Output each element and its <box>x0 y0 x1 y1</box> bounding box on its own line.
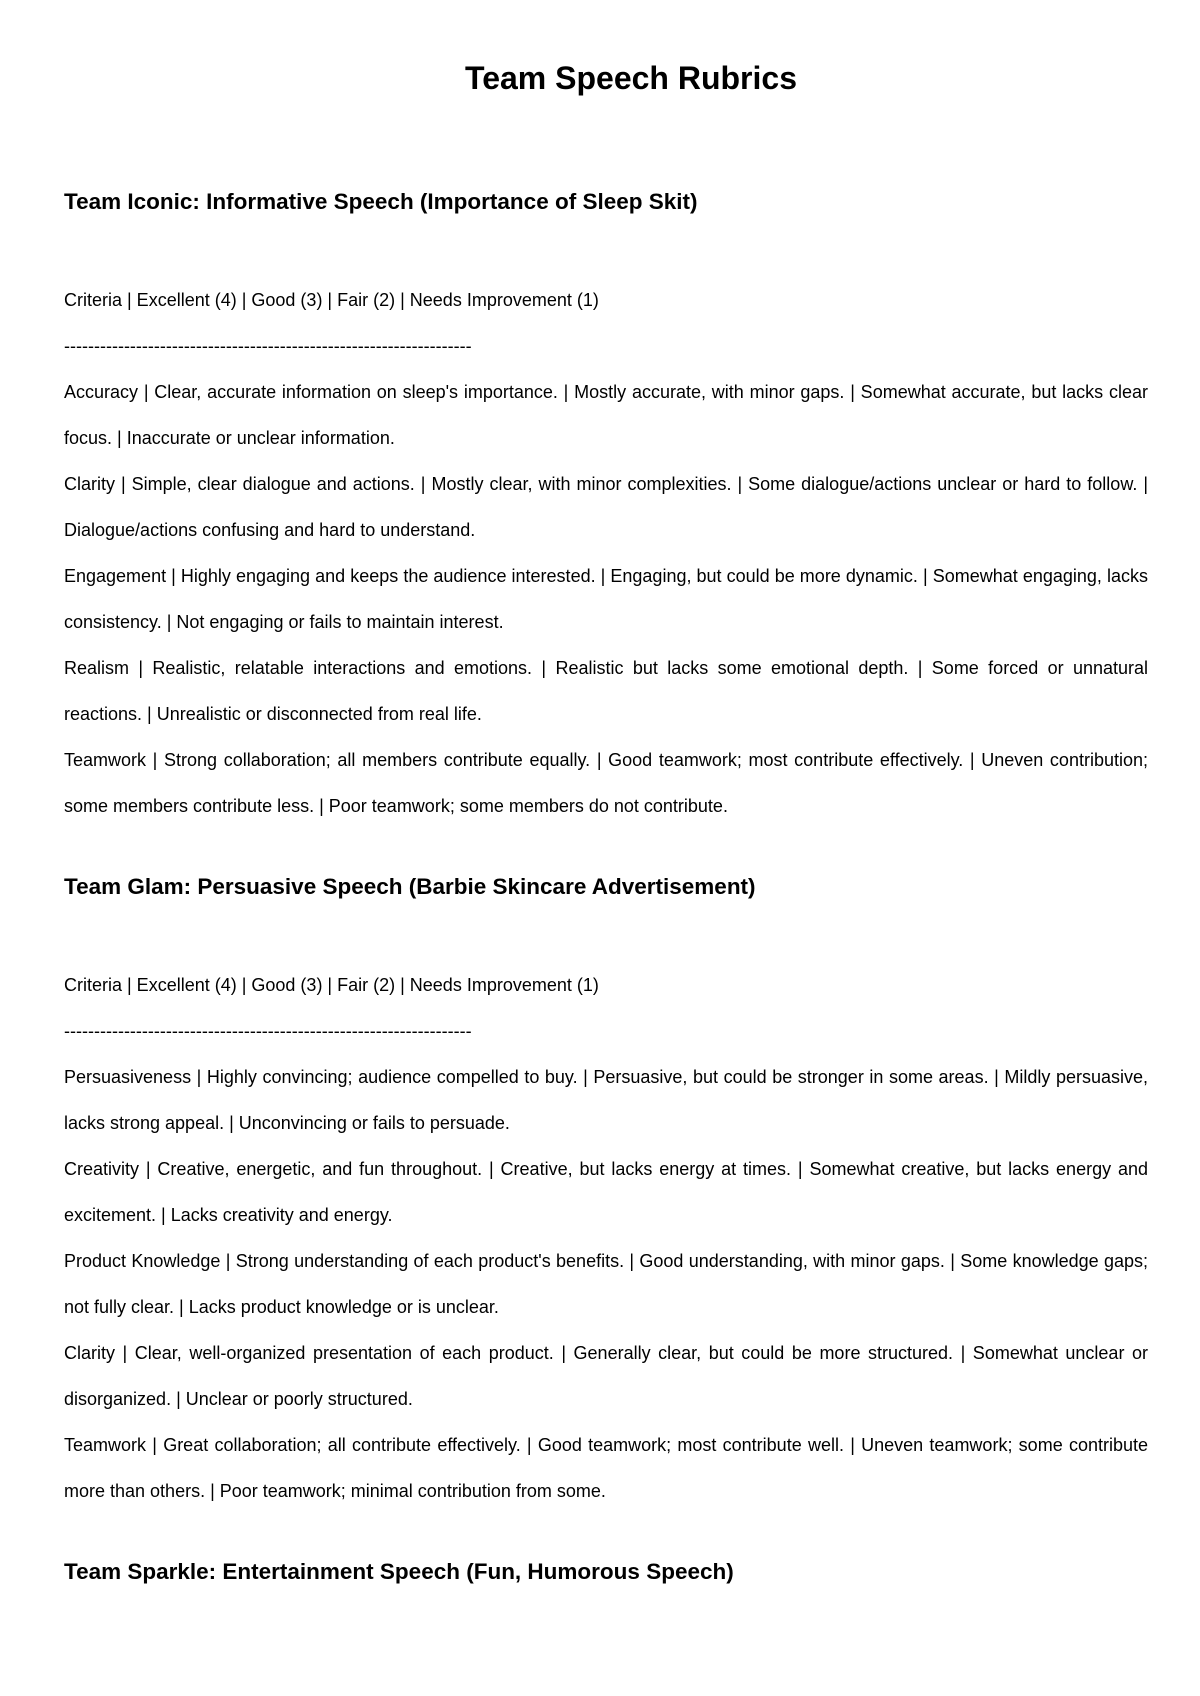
rubric-row-clarity: Clarity | Simple, clear dialogue and actions. | Mostly clear, with minor complexities. | Some dialogue/actions unclear or hard to follow. | Dialogue/actions confusing and hard to understand. <box>64 474 1148 540</box>
section-team-sparkle <box>64 1557 1148 1587</box>
rubric-row-accuracy: Accuracy | Clear, accurate information on sleep's importance. | Mostly accurate, with minor gaps. | Somewhat accurate, but lacks clear focus. | Inaccurate or unclear information. <box>64 382 1148 448</box>
page-title: Team Speech Rubrics <box>465 60 797 96</box>
rubric-row-clarity: Clarity | Clear, well-organized presentation of each product. | Generally clear, but could be more structured. | Somewhat unclear or disorganized. | Unclear or poorly structured. <box>64 1343 1148 1409</box>
section-heading: Team Iconic: Informative Speech (Importance of Sleep Skit) <box>64 189 698 214</box>
rubric-header-row: Criteria | Excellent (4) | Good (3) | Fair (2) | Needs Improvement (1) <box>64 975 599 995</box>
rubric-row-teamwork: Teamwork | Strong collaboration; all members contribute equally. | Good teamwork; most contribute effectively. | Uneven contribution; some members contribute less. | Poor teamwork; some members do not contribute. <box>64 750 1148 816</box>
rubric-row-engagement: Engagement | Highly engaging and keeps the audience interested. | Engaging, but could be more dynamic. | Somewhat engaging, lacks consistency. | Not engaging or fails to maintain interest. <box>64 566 1148 632</box>
rubric-row-creativity: Creativity | Creative, energetic, and fun throughout. | Creative, but lacks energy at times. | Somewhat creative, but lacks energy and excitement. | Lacks creativity and energy. <box>64 1159 1148 1225</box>
rubric-divider: -------------------------------------------------------------------- <box>64 1021 472 1041</box>
section-team-glam <box>64 872 1148 1514</box>
rubric-header-row: Criteria | Excellent (4) | Good (3) | Fair (2) | Needs Improvement (1) <box>64 290 599 310</box>
rubric-row-product-knowledge: Product Knowledge | Strong understanding of each product's benefits. | Good understanding, with minor gaps. | Some knowledge gaps; not fully clear. | Lacks product knowledge or is unclear. <box>64 1251 1148 1317</box>
section-team-iconic <box>64 187 1148 829</box>
rubric-row-teamwork: Teamwork | Great collaboration; all contribute effectively. | Good teamwork; most contribute well. | Uneven teamwork; some contribute more than others. | Poor teamwork; minimal contribution from some. <box>64 1435 1148 1501</box>
rubric-row-realism: Realism | Realistic, relatable interactions and emotions. | Realistic but lacks some emotional depth. | Some forced or unnatural reactions. | Unrealistic or disconnected from real life. <box>64 658 1148 724</box>
rubric-row-persuasiveness: Persuasiveness | Highly convincing; audience compelled to buy. | Persuasive, but could be stronger in some areas. | Mildly persuasive, lacks strong appeal. | Unconvincing or fails to persuade. <box>64 1067 1148 1133</box>
rubric-divider: -------------------------------------------------------------------- <box>64 336 472 356</box>
section-heading: Team Sparkle: Entertainment Speech (Fun, Humorous Speech) <box>64 1559 734 1584</box>
section-heading: Team Glam: Persuasive Speech (Barbie Skincare Advertisement) <box>64 874 756 899</box>
